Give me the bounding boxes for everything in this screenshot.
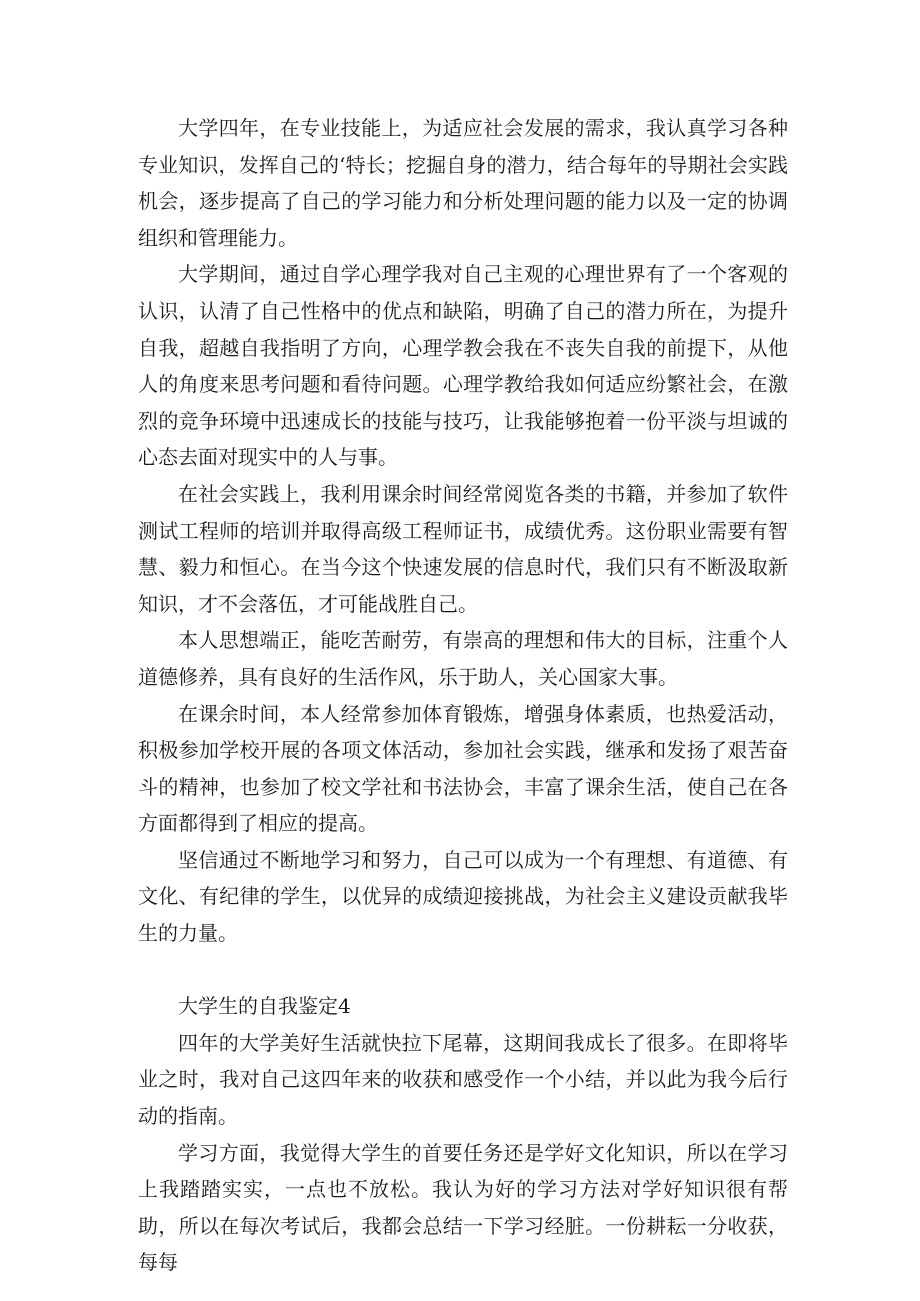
- section-heading: 大学生的自我鉴定4: [178, 994, 351, 1019]
- paragraph-conclusion: 坚信通过不断地学习和努力，自己可以成为一个有理想、有道德、有文化、有纪律的学生，以优异的成绩迎接挑战，为社会主义建设贡献我毕生的力量。: [138, 847, 788, 946]
- paragraph-social-practice: 在社会实践上，我利用课余时间经常阅览各类的书籍，并参加了软件测试工程师的培训并取得高级工程师证书，成绩优秀。这份职业需要有智慧、毅力和恒心。在当今这个快速发展的信息时代，我们只有不断汲取新知识，才不会落伍，才可能战胜自己。: [138, 481, 788, 616]
- paragraph-intro: 四年的大学美好生活就快拉下尾幕，这期间我成长了很多。在即将毕业之时，我对自己这四年来的收获和感受作一个小结，并以此为我今后行动的指南。: [138, 1030, 788, 1129]
- document-page: [138, 110, 788, 1281]
- paragraph-study: 学习方面，我觉得大学生的首要任务还是学好文化知识，所以在学习上我踏踏实实，一点也不放松。我认为好的学习方法对学好知识很有帮助，所以在每次考试后，我都会总结一下学习经脏。一份耕耘一分收获，每每: [138, 1140, 788, 1275]
- paragraph-extracurricular: 在课余时间，本人经常参加体育锻炼，增强身体素质，也热爱活动，积极参加学校开展的各项文体活动，参加社会实践，继承和发扬了艰苦奋斗的精神，也参加了校文学社和书法协会，丰富了课余生活，使自己在各方面都得到了相应的提高。: [138, 701, 788, 836]
- paragraph-psychology: 大学期间，通过自学心理学我对自己主观的心理世界有了一个客观的认识，认清了自己性格中的优点和缺陷，明确了自己的潜力所在，为提升自我，超越自我指明了方向，心理学教会我在不丧失自我的前提下，从他人的角度来思考问题和看待问题。心理学教给我如何适应纷繁社会，在激烈的竞争环境中迅速成长的技能与技巧，让我能够抱着一份平淡与坦诚的心态去面对现实中的人与事。: [138, 262, 788, 470]
- paragraph-skills: 大学四年，在专业技能上，为适应社会发展的需求，我认真学习各种专业知识，发挥自己的‘特长；挖掘自身的潜力，结合每年的导期社会实践机会，逐步提高了自己的学习能力和分析处理问题的能力以及一定的协调组织和管理能力。: [138, 116, 788, 250]
- section-spacer: [138, 952, 788, 989]
- paragraph-character: 本人思想端正，能吃苦耐劳，有崇高的理想和伟大的目标，注重个人道德修养，具有良好的生活作风，乐于助人，关心国家大事。: [138, 628, 788, 689]
